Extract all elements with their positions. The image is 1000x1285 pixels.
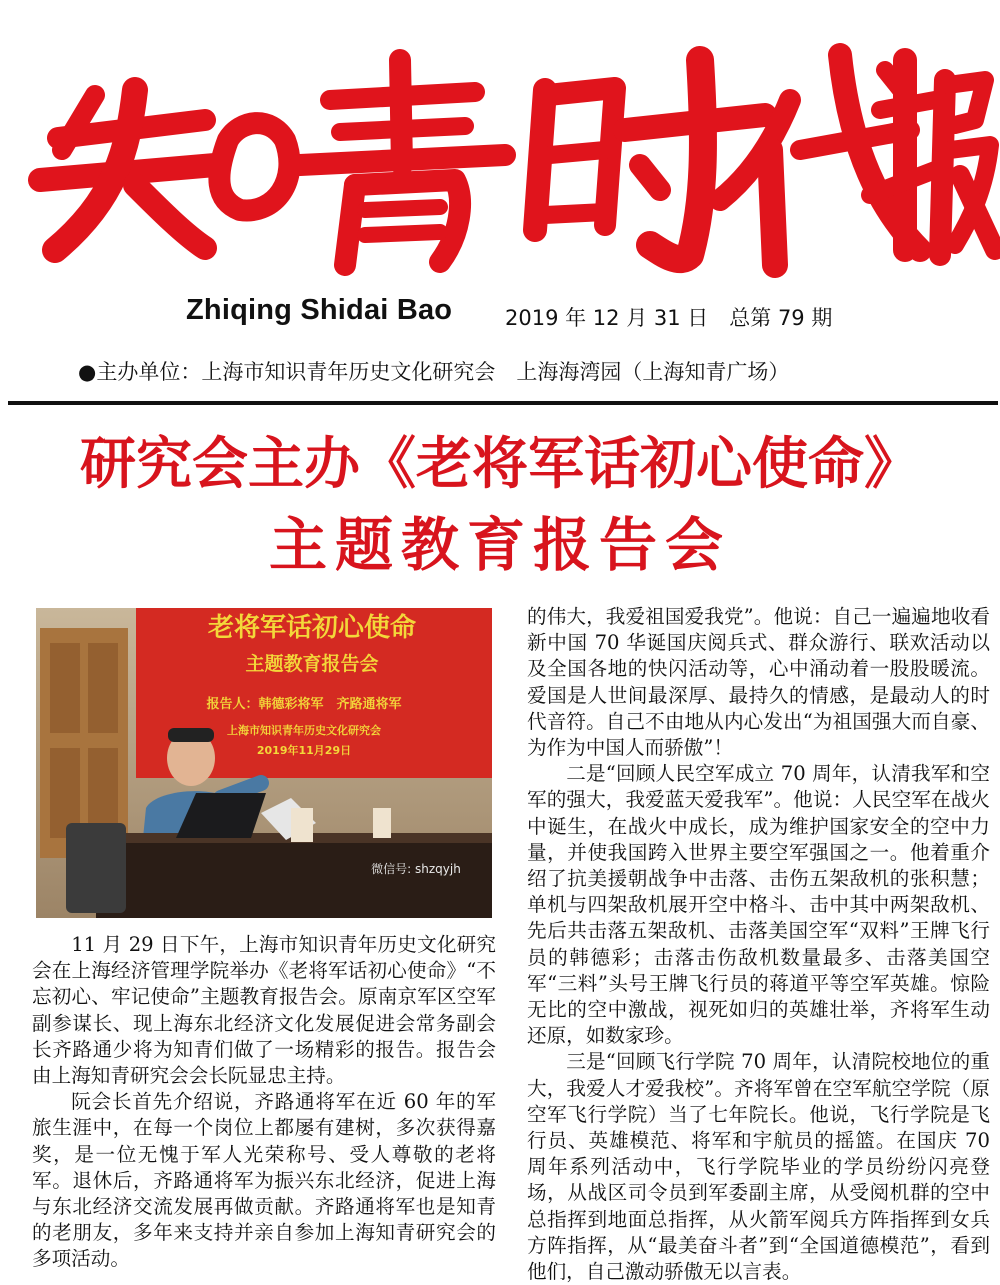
masthead-title: [0, 0, 1000, 290]
article-paragraph: 三是“回顾飞行学院 70 周年，认清院校地位的重大，我爱人才爱我校”。齐将军曾在空军航空学院（原空军飞行学院）当了七年院长。他说，飞行学院是飞行员、英雄模范、将军和宇航员的摇篮。在国庆 70 周年系列活动中，飞行学院毕业的学员纷纷闪亮登场，从战区司令员到军委副主席，从受阅机群的空中总指挥到地面总指挥，从火箭军阅兵方阵指挥到女兵方阵指挥，从“最美奋斗者”到“全国道德模范”，看到他们，自己激动骄傲无以言表。: [527, 1050, 990, 1284]
article-paragraph: 二是“回顾人民空军成立 70 周年，认清我军和空军的强大，我爱蓝天爱我军”。他说：人民空军在战火中诞生，在战火中成长，成为维护国家安全的空中力量，并使我国跨入世界主要空军强国之一。他着重介绍了抗美援朝战争中击落、击伤五架敌机的张积慧；单机与四架敌机展开空中格斗、击中其中两架敌机、先后共击落五架敌机、击落美国空军“双料”王牌飞行员的韩德彩；击落击伤敌机数量最多、击落美国空军“三料”头号王牌飞行员的蒋道平等空军英雄。惊险无比的空中激战，视死如归的英雄壮举，齐将军生动还原，如数家珍。: [527, 762, 990, 1048]
article-column-right: [527, 604, 990, 1285]
sponsor-line: ●主办单位：上海市知识青年历史文化研究会 上海海湾园（上海知青广场）: [78, 360, 790, 384]
article-column-left: [32, 932, 496, 1273]
table-shape: [96, 840, 492, 918]
banner-speakers: 报告人：韩德彩将军 齐路通将军: [206, 697, 402, 712]
banner-subtitle: 主题教育报告会: [245, 653, 379, 675]
article-paragraph: 11 月 29 日下午，上海市知识青年历史文化研究会在上海经济管理学院举办《老将军话初心使命》“不忘初心、牢记使命”主题教育报告会。原南京军区空军副参谋长、现上海东北经济文化发展促进会常务副会长齐路通少将为知青们做了一场精彩的报告。报告会由上海知青研究会会长阮显忠主持。: [32, 933, 496, 1088]
headline-line1: 研究会主办《老将军话初心使命》: [80, 431, 920, 497]
article-photo: [36, 608, 492, 918]
photo-watermark: 微信号: shzqyjh: [371, 862, 461, 876]
article-paragraph: 阮会长首先介绍说，齐路通将军在近 60 年的军旅生涯中，在每一个岗位上都屡有建树，多次获得嘉奖，是一位无愧于军人光荣称号、受人尊敬的老将军。退休后，齐路通将军为振兴东北经济，促进上海与东北经济交流发展再做贡献。齐路通将军也是知青的老朋友，多年来支持并亲自参加上海知青研究会的多项活动。: [32, 1090, 496, 1271]
headline-line2: 主题教育报告会: [268, 511, 731, 579]
header-divider: [8, 401, 998, 405]
article-paragraph-continued: 的伟大，我爱祖国爱我党”。他说：自己一遍遍地收看新中国 70 华诞国庆阅兵式、群众游行、联欢活动以及全国各地的快闪活动等，心中涌动着一股股暖流。爱国是人世间最深厚、最持久的情感，是最动人的时代音符。自己不由地从内心发出“为祖国强大而自豪、为作为中国人而骄傲”！: [527, 605, 990, 760]
masthead-pinyin: Zhiqing Shidai Bao: [186, 294, 453, 326]
banner-title: 老将军话初心使命: [207, 613, 417, 643]
banner-org: 上海市知识青年历史文化研究会: [227, 724, 381, 737]
banner-date: 2019年11月29日: [256, 744, 352, 757]
issue-date: 2019 年 12 月 31 日 总第 79 期: [505, 306, 833, 330]
